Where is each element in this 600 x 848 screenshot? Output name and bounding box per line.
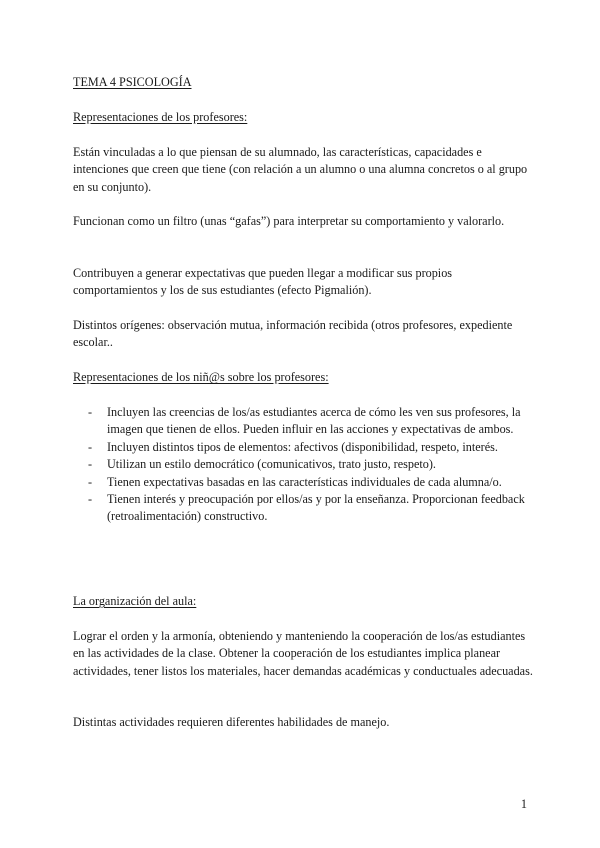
list-item-text: Tienen interés y preocupación por ellos/as y por la enseñanza. Proporcionan feedback (retroalimentación) constructivo. <box>107 492 525 524</box>
list-item <box>88 474 528 491</box>
section-heading-ninos: Representaciones de los niñ@s sobre los profesores: <box>73 370 329 384</box>
list-item-text: Tienen expectativas basadas en las características individuales de cada alumna/o. <box>107 474 502 489</box>
list-item-text: Utilizan un estilo democrático (comunicativos, trato justo, respeto). <box>107 457 436 472</box>
paragraph: Distintas actividades requieren diferentes habilidades de manejo. <box>73 715 390 729</box>
bullet-marker: - <box>88 474 93 489</box>
paragraph: Distintos orígenes: observación mutua, información recibida (otros profesores, expediente escolar.. <box>73 318 513 350</box>
bullet-marker: - <box>88 405 93 419</box>
page-title: TEMA 4 PSICOLOGÍA <box>73 75 192 89</box>
list-item <box>88 456 528 473</box>
list-item <box>88 404 528 439</box>
paragraph: Funcionan como un filtro (unas “gafas”) para interpretar su comportamiento y valorarlo. <box>73 214 505 228</box>
section-heading-organizacion: La organización del aula: <box>73 594 197 608</box>
list-item-text: Incluyen distintos tipos de elementos: afectivos (disponibilidad, respeto, interés. <box>107 439 498 454</box>
bullet-list <box>88 404 528 526</box>
paragraph: Lograr el orden y la armonía, obteniendo y manteniendo la cooperación de los/as estudiantes en las actividades de la clase. Obtener la cooperación de los estudiantes implica planear actividades, tener listos los materiales, hacer demandas académicas y conductuales adecuadas. <box>73 629 533 678</box>
bullet-marker: - <box>88 492 93 507</box>
bullet-marker: - <box>88 457 93 472</box>
bullet-marker: - <box>88 439 93 454</box>
list-item-text: Incluyen las creencias de los/as estudiantes acerca de cómo les ven sus profesores, la imagen que tienen de ellos. Pueden influir en las acciones y expectativas de ambos. <box>107 405 521 437</box>
list-item <box>88 439 528 456</box>
paragraph: Están vinculadas a lo que piensan de su alumnado, las características, capacidades e intenciones que creen que tiene (con relación a un alumno o una alumna concretos o al grupo en su conjunto). <box>73 145 528 194</box>
list-item <box>88 491 528 526</box>
section-heading-profesores: Representaciones de los profesores: <box>73 110 248 124</box>
paragraph: Contribuyen a generar expectativas que pueden llegar a modificar sus propios comportamientos y los de sus estudiantes (efecto Pigmalión). <box>73 266 453 298</box>
page-number: 1 <box>520 797 527 811</box>
